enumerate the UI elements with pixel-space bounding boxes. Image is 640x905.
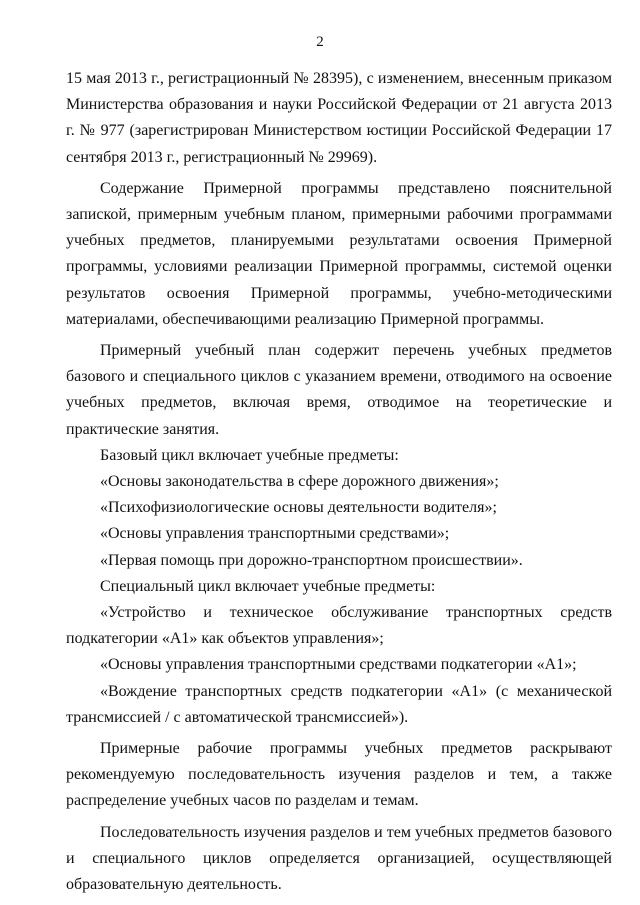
paragraph-work-programs: Примерные рабочие программы учебных предметов раскрывают рекомендуемую последовательность изучения разделов и тем, а также распределение учебных часов по разделам и темам. [66, 740, 612, 810]
base-subject-item: «Психофизиологические основы деятельности водителя»; [100, 499, 497, 517]
special-subject-item: «Основы управления транспортными средствами подкатегории «А1»; [100, 656, 577, 674]
paragraph-study-sequence: Последовательность изучения разделов и тем учебных предметов базового и специального циклов определяется организацией, осуществляющей образовательную деятельность. [66, 823, 612, 894]
paragraph-base-cycle-heading: Базовый цикл включает учебные предметы: [100, 446, 399, 464]
special-subject-item: «Устройство и техническое обслуживание транспортных средств подкатегории «А1» как объектов управления»; [66, 604, 612, 648]
paragraph-legal-reference: 15 мая 2013 г., регистрационный № 28395), с изменением, внесенным приказом Министерства образования и науки Российской Федерации от 21 августа 2013 г. № 977 (зарегистрирован Министерством юстиции Российской Федерации 17 сентября 2013 г., регистрационный № 29969). [66, 70, 612, 166]
base-subject-item: «Основы управления транспортными средствами»; [100, 525, 450, 543]
special-subject-item: «Вождение транспортных средств подкатегории «А1» (с механической трансмиссией / с автоматической трансмиссией»). [66, 682, 612, 726]
paragraph-curriculum: Примерный учебный план содержит перечень учебных предметов базового и специального циклов с указанием времени, отводимого на освоение учебных предметов, включая время, отводимое на теоретические и практические занятия. [66, 342, 612, 438]
page-number: 2 [316, 34, 324, 50]
document-body [66, 66, 612, 898]
base-subject-item: «Первая помощь при дорожно-транспортном происшествии». [100, 551, 523, 569]
paragraph-special-cycle-heading: Специальный цикл включает учебные предметы: [100, 577, 436, 595]
paragraph-program-content: Содержание Примерной программы представлено пояснительной запиской, примерным учебным планом, примерными рабочими программами учебных предметов, планируемыми результатами освоения Примерной программы, условиями реализации Примерной программы, системой оценки результатов освоения Примерной программы, учебно-методическими материалами, обеспечивающими реализацию Примерной программы. [66, 179, 612, 328]
base-subject-item: «Основы законодательства в сфере дорожного движения»; [100, 473, 499, 491]
